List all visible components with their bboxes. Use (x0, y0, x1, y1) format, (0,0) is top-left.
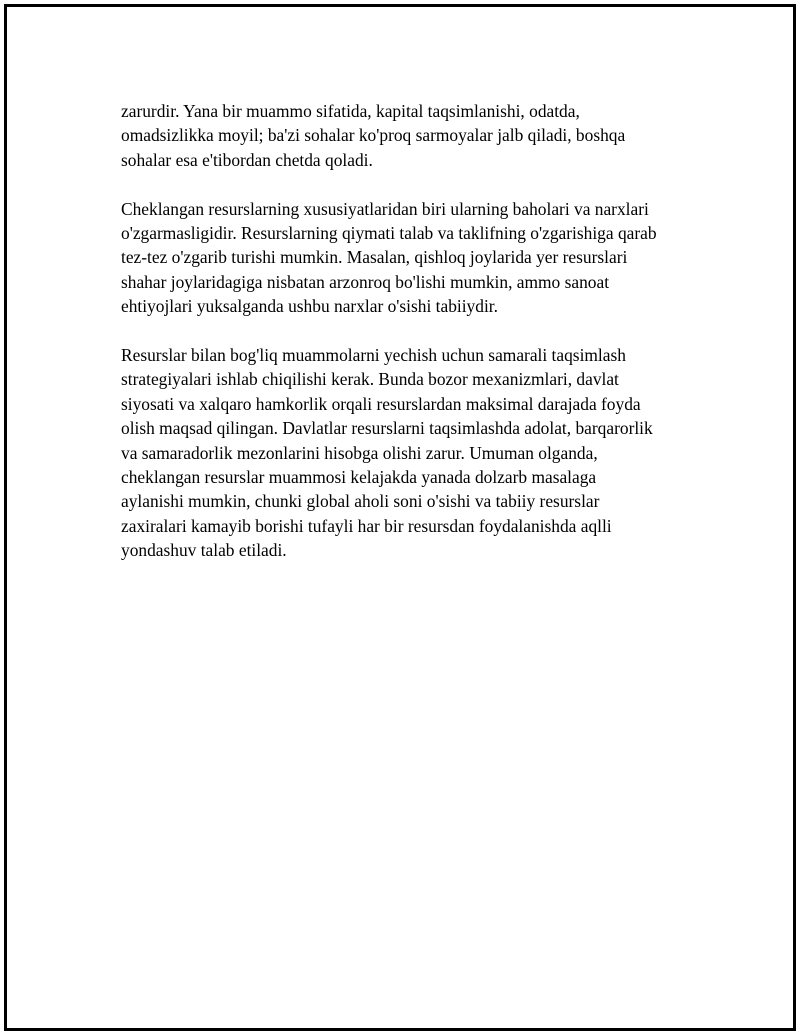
paragraph-allocation-strategies: Resurslar bilan bog'liq muammolarni yechish uchun samarali taqsimlash strategiyalari ishlab chiqilishi kerak. Bunda bozor mexanizmlari, davlat siyosati va xalqaro hamkorlik orqali resurslardan maksimal darajada foyda olish maqsad qilingan. Davlatlar resurslarni taqsimlashda adolat, barqarorlik va samaradorlik mezonlarini hisobga olishi zarur. Umuman olganda, cheklangan resurslar muammosi kelajakda yanada dolzarb masalaga aylanishi mumkin, chunki global aholi soni o'sishi va tabiiy resurslar zaxiralari kamayib borishi tufayli har bir resursdan foydalanishda aqlli yondashuv talab etiladi. (121, 345, 653, 561)
paragraph-resource-prices: Cheklangan resurslarning xususiyatlaridan biri ularning baholari va narxlari o'zgarmasligidir. Resurslarning qiymati talab va taklifning o'zgarishiga qarab tez-tez o'zgarib turishi mumkin. Masalan, qishloq joylarida yer resurslari shahar joylaridagiga nisbatan arzonroq bo'lishi mumkin, ammo sanoat ehtiyojlari yuksalganda ushbu narxlar o'sishi tabiiydir. (121, 198, 657, 317)
document-body (121, 99, 701, 587)
page-border (4, 4, 796, 1031)
paragraph-capital-allocation: zarurdir. Yana bir muammo sifatida, kapital taqsimlanishi, odatda, omadsizlikka moyil; ba'zi sohalar ko'proq sarmoyalar jalb qiladi, boshqa sohalar esa e'tibordan chetda qoladi. (121, 101, 626, 170)
